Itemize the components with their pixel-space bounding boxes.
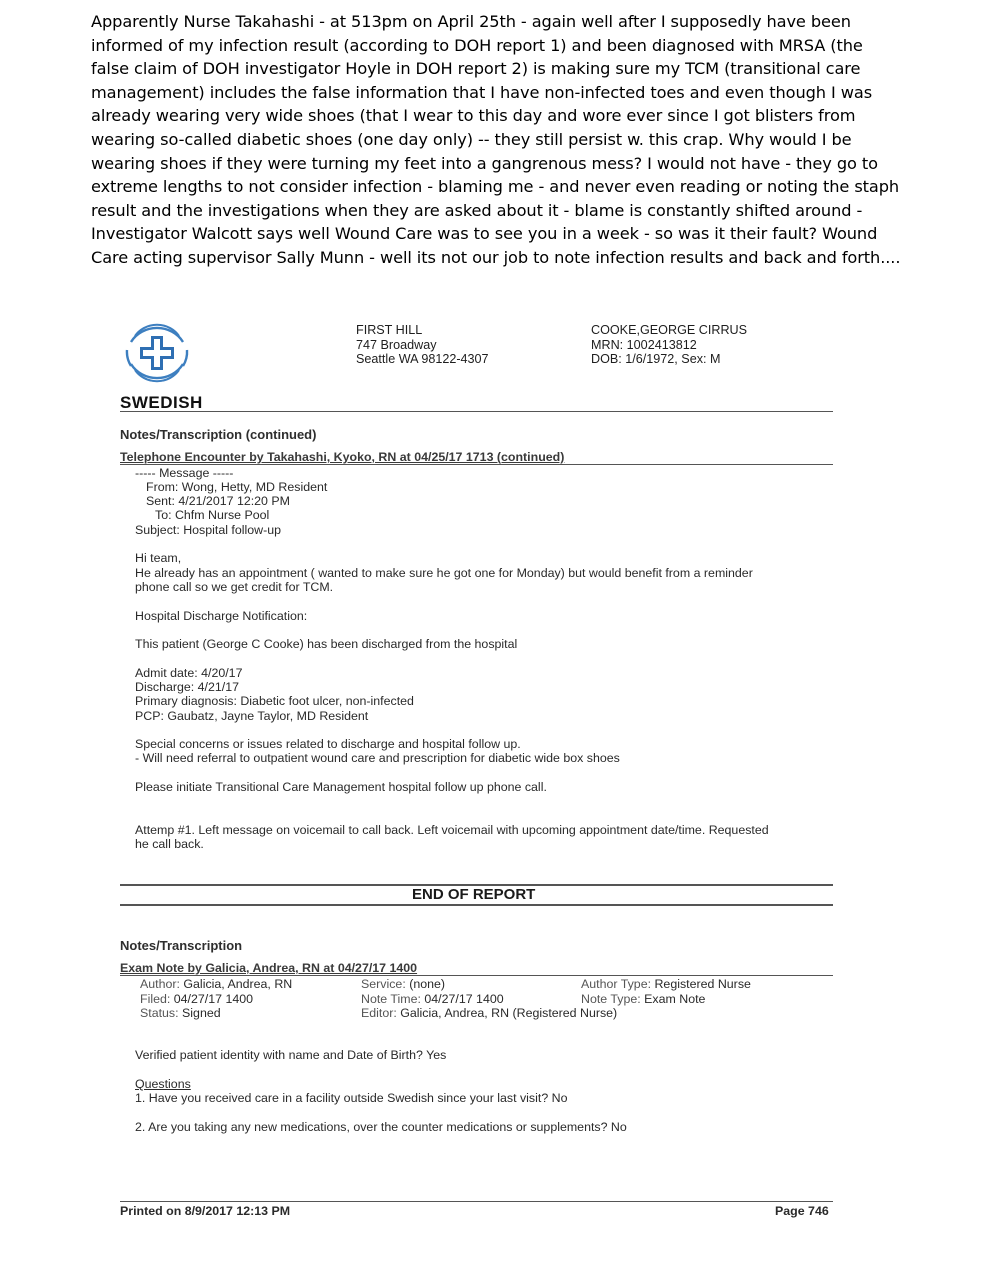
section-title: Notes/Transcription xyxy=(120,938,243,953)
meta-value: Registered Nurse xyxy=(654,977,751,991)
facility-city: Seattle WA 98122-4307 xyxy=(356,352,489,366)
meta-label: Status: xyxy=(140,1006,179,1020)
patient-mrn: MRN: 1002413812 xyxy=(591,337,697,352)
note-meta-filed xyxy=(140,992,253,1007)
note-meta-author-type xyxy=(581,977,751,992)
identity-verification: Verified patient identity with name and Date of Birth? Yes xyxy=(135,1048,447,1062)
meta-value: Galicia, Andrea, RN (Registered Nurse) xyxy=(400,1006,618,1020)
questions-heading: Questions xyxy=(135,1077,191,1091)
primary-diagnosis: Primary diagnosis: Diabetic foot ulcer, non-infected xyxy=(135,694,414,708)
meta-value: Galicia, Andrea, RN xyxy=(183,977,293,991)
meta-value: (none) xyxy=(409,977,446,991)
message-line: He already has an appointment ( wanted to make sure he got one for Monday) but would benefit from a reminder xyxy=(135,566,753,580)
facility-street: 747 Broadway xyxy=(356,337,437,352)
encounter-divider xyxy=(120,464,833,465)
swedish-logo-icon xyxy=(121,320,193,386)
attempt-note: he call back. xyxy=(135,837,204,851)
note-meta-author xyxy=(140,977,292,992)
footer-divider xyxy=(120,1201,833,1202)
special-concerns: Special concerns or issues related to discharge and hospital follow up. xyxy=(135,737,521,751)
meta-value: 04/27/17 1400 xyxy=(173,992,254,1006)
encounter-heading: Telephone Encounter by Takahashi, Kyoko, RN at 04/25/17 1713 (continued) xyxy=(120,450,565,464)
meta-value: Exam Note xyxy=(644,992,706,1006)
meta-label: Service: xyxy=(361,977,406,991)
end-of-report: END OF REPORT xyxy=(412,886,536,903)
note-meta-note-time xyxy=(361,992,504,1007)
note-meta-editor xyxy=(361,1006,617,1021)
discharge-notification-heading: Hospital Discharge Notification: xyxy=(135,609,308,623)
meta-label: Note Type: xyxy=(581,992,641,1006)
discharge-statement: This patient (George C Cooke) has been discharged from the hospital xyxy=(135,637,518,651)
message-greeting: Hi team, xyxy=(135,551,182,565)
encounter-divider xyxy=(120,975,833,976)
message-sent: Sent: 4/21/2017 12:20 PM xyxy=(146,494,290,508)
meta-value: 04/27/17 1400 xyxy=(424,992,504,1006)
meta-label: Author: xyxy=(140,977,180,991)
meta-label: Author Type: xyxy=(581,977,652,991)
note-meta-service xyxy=(361,977,445,992)
patient-block xyxy=(591,323,747,367)
page-number: Page 746 xyxy=(775,1204,829,1218)
encounter-heading: Exam Note by Galicia, Andrea, RN at 04/27/17 1400 xyxy=(120,961,418,975)
admit-date: Admit date: 4/20/17 xyxy=(135,666,243,680)
patient-name: COOKE,GEORGE CIRRUS xyxy=(591,323,748,337)
message-to: To: Chfm Nurse Pool xyxy=(155,508,270,522)
header-divider xyxy=(120,411,833,412)
message-separator: ----- Message ----- xyxy=(135,466,234,480)
patient-dob: DOB: 1/6/1972, Sex: M xyxy=(591,352,721,366)
message-from: From: Wong, Hetty, MD Resident xyxy=(146,480,328,494)
discharge-date: Discharge: 4/21/17 xyxy=(135,680,240,694)
intro-paragraph: Apparently Nurse Takahashi - at 513pm on April 25th - again well after I supposedly have been informed of my infection result (according to DOH report 1) and been diagnosed with MRSA (the false claim of DOH investigator Hoyle in DOH report 2) is making sure my TCM (transitional care management) includes the false information that I have non-infected toes and even though I was already wearing very wide shoes (that I wear to this day and wore ever since I got blisters from wearing so-called diabetic shoes (one day only) -- they still persist w. this crap. Why would I be wearing shoes if they were turning my feet into a gangrenous mess? I would not have - they go to extreme lengths to not consider infection - blaming me - and never even reading or noting the staph result and the investigations when they are asked about it - blame is constantly shifted around - Investigator Walcott says well Wound Care was to see you in a week - so was it their fault? Wound Care acting supervisor Sally Munn - well its not our job to note infection results and back and forth.... xyxy=(91,12,901,267)
meta-label: Filed: xyxy=(140,992,171,1006)
facility-block xyxy=(356,323,489,367)
meta-label: Note Time: xyxy=(361,992,421,1006)
section-title: Notes/Transcription (continued) xyxy=(120,427,317,442)
question-item: 2. Are you taking any new medications, over the counter medications or supplements? No xyxy=(135,1120,627,1134)
logo-wordmark: SWEDISH xyxy=(120,393,203,412)
meta-value: Signed xyxy=(182,1006,221,1020)
referral-note: - Will need referral to outpatient wound care and prescription for diabetic wide box shoes xyxy=(135,751,620,765)
question-item: 1. Have you received care in a facility outside Swedish since your last visit? No xyxy=(135,1091,568,1105)
pcp: PCP: Gaubatz, Jayne Taylor, MD Resident xyxy=(135,709,369,723)
attempt-note: Attemp #1. Left message on voicemail to call back. Left voicemail with upcoming appointment date/time. Requested xyxy=(135,823,769,837)
meta-label: Editor: xyxy=(361,1006,397,1020)
message-line: phone call so we get credit for TCM. xyxy=(135,580,334,594)
printed-on: Printed on 8/9/2017 12:13 PM xyxy=(120,1204,291,1218)
message-subject: Subject: Hospital follow-up xyxy=(135,523,282,537)
facility-name: FIRST HILL xyxy=(356,323,423,337)
note-meta-note-type xyxy=(581,992,705,1007)
end-report-bottom-rule xyxy=(120,904,833,906)
tcm-instruction: Please initiate Transitional Care Management hospital follow up phone call. xyxy=(135,780,547,794)
note-meta-status xyxy=(140,1006,221,1021)
